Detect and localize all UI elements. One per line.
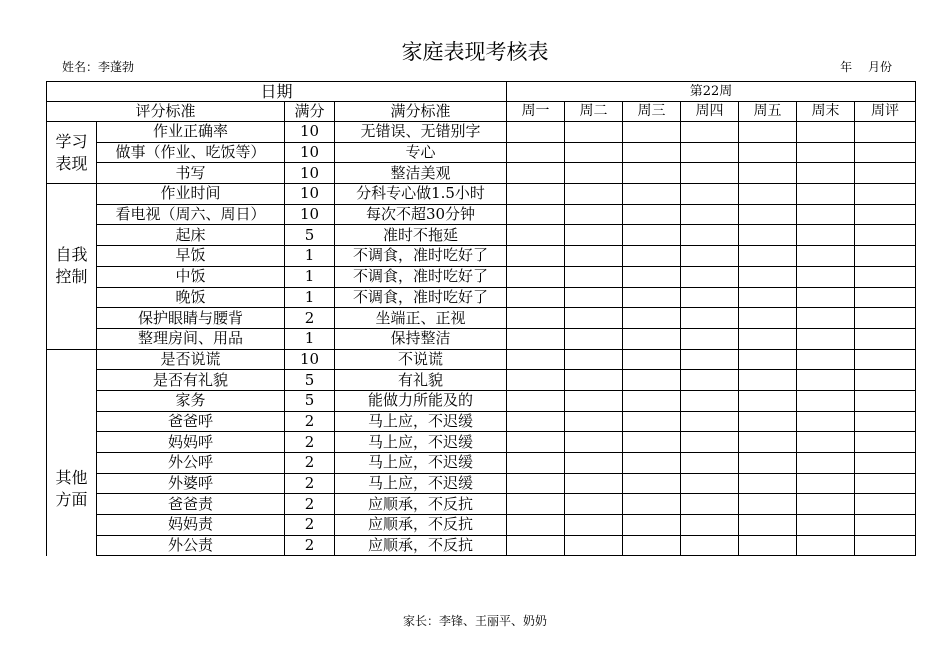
full-score: 5 [285,225,335,246]
score-cell[interactable] [565,204,623,225]
score-cell[interactable] [797,142,855,163]
criteria-item: 书写 [97,163,285,184]
full-score: 2 [285,515,335,536]
score-cell[interactable] [623,204,681,225]
score-cell[interactable] [507,308,565,329]
score-cell[interactable] [739,370,797,391]
score-cell[interactable] [565,266,623,287]
category-label: 其他 方面 [47,349,97,556]
table-row [47,515,916,536]
score-cell[interactable] [739,225,797,246]
score-cell[interactable] [797,204,855,225]
score-cell[interactable] [507,494,565,515]
date-header: 日期 [47,82,507,102]
score-cell[interactable] [681,328,739,349]
table-row [47,370,916,391]
score-cell[interactable] [855,453,916,474]
score-cell[interactable] [681,266,739,287]
score-cell[interactable] [681,142,739,163]
score-cell[interactable] [739,328,797,349]
score-cell[interactable] [623,390,681,411]
full-score: 10 [285,349,335,370]
criteria-item: 作业正确率 [97,122,285,143]
criteria-item: 妈妈呼 [97,432,285,453]
score-cell[interactable] [507,184,565,205]
score-cell[interactable] [855,494,916,515]
table-row [47,287,916,308]
day-header: 周四 [681,102,739,122]
score-cell[interactable] [855,163,916,184]
full-score: 1 [285,328,335,349]
table-row [47,411,916,432]
score-standard: 不说谎 [335,349,507,370]
criteria-item: 作业时间 [97,184,285,205]
score-cell[interactable] [739,184,797,205]
score-cell[interactable] [855,515,916,536]
table-row [47,432,916,453]
score-cell[interactable] [565,370,623,391]
student-name: 姓名：李蓬勃 [62,60,135,74]
score-cell[interactable] [623,163,681,184]
score-cell[interactable] [681,122,739,143]
score-cell[interactable] [507,287,565,308]
score-cell[interactable] [507,515,565,536]
score-cell[interactable] [681,535,739,556]
score-cell[interactable] [507,225,565,246]
score-standard: 马上应，不迟缓 [335,411,507,432]
month-label: 年 月份 [840,60,892,74]
category-label: 自我 控制 [47,184,97,350]
full-score: 10 [285,122,335,143]
score-cell[interactable] [797,349,855,370]
score-cell[interactable] [565,225,623,246]
score-cell[interactable] [739,349,797,370]
score-cell[interactable] [623,473,681,494]
score-cell[interactable] [797,225,855,246]
score-cell[interactable] [739,473,797,494]
score-cell[interactable] [855,246,916,267]
score-cell[interactable] [855,266,916,287]
score-cell[interactable] [797,411,855,432]
day-header: 周二 [565,102,623,122]
full-score: 10 [285,184,335,205]
score-cell[interactable] [623,225,681,246]
score-cell[interactable] [507,204,565,225]
criteria-item: 爸爸责 [97,494,285,515]
score-standard: 马上应，不迟缓 [335,453,507,474]
table-row [47,308,916,329]
score-cell[interactable] [565,142,623,163]
criteria-item: 做事（作业、吃饭等） [97,142,285,163]
day-header: 周三 [623,102,681,122]
score-cell[interactable] [565,163,623,184]
score-cell[interactable] [623,308,681,329]
score-cell[interactable] [739,411,797,432]
table-row [47,494,916,515]
score-cell[interactable] [855,535,916,556]
full-score: 10 [285,142,335,163]
score-cell[interactable] [565,184,623,205]
score-cell[interactable] [739,494,797,515]
full-score: 1 [285,266,335,287]
score-cell[interactable] [739,515,797,536]
score-cell[interactable] [623,453,681,474]
score-cell[interactable] [507,390,565,411]
score-cell[interactable] [623,494,681,515]
score-cell[interactable] [797,453,855,474]
score-cell[interactable] [855,308,916,329]
score-cell[interactable] [623,411,681,432]
score-cell[interactable] [681,411,739,432]
table-row [47,142,916,163]
day-header: 周五 [739,102,797,122]
score-cell[interactable] [855,390,916,411]
score-cell[interactable] [623,287,681,308]
score-cell[interactable] [623,349,681,370]
score-cell[interactable] [681,494,739,515]
score-cell[interactable] [797,163,855,184]
score-standard: 不调食，准时吃好了 [335,266,507,287]
score-cell[interactable] [507,163,565,184]
criteria-item: 外公呼 [97,453,285,474]
table-row [47,204,916,225]
standard-header: 满分标准 [335,102,507,122]
score-standard: 有礼貌 [335,370,507,391]
score-cell[interactable] [565,122,623,143]
table-row [47,184,916,205]
criteria-item: 保护眼睛与腰背 [97,308,285,329]
score-cell[interactable] [855,328,916,349]
score-cell[interactable] [855,349,916,370]
week-header: 第22周 [507,82,916,102]
criteria-item: 中饭 [97,266,285,287]
full-score: 5 [285,370,335,391]
score-cell[interactable] [507,453,565,474]
score-cell[interactable] [623,122,681,143]
score-standard: 分科专心做1.5小时 [335,184,507,205]
full-score: 5 [285,390,335,411]
criteria-item: 是否说谎 [97,349,285,370]
score-cell[interactable] [739,535,797,556]
criteria-item: 起床 [97,225,285,246]
score-cell[interactable] [681,390,739,411]
table-row [47,246,916,267]
criteria-item: 妈妈责 [97,515,285,536]
score-cell[interactable] [623,535,681,556]
score-cell[interactable] [681,184,739,205]
score-cell[interactable] [797,266,855,287]
score-cell[interactable] [797,370,855,391]
table-row [47,390,916,411]
score-cell[interactable] [855,287,916,308]
score-cell[interactable] [507,122,565,143]
score-cell[interactable] [739,453,797,474]
day-header: 周一 [507,102,565,122]
score-table [46,81,916,556]
score-standard: 每次不超30分钟 [335,204,507,225]
score-standard: 无错误、无错别字 [335,122,507,143]
table-row [47,328,916,349]
table-row [47,349,916,370]
score-cell[interactable] [681,225,739,246]
score-standard: 准时不拖延 [335,225,507,246]
table-row [47,163,916,184]
score-cell[interactable] [739,390,797,411]
score-cell[interactable] [855,411,916,432]
score-standard: 应顺承，不反抗 [335,535,507,556]
score-cell[interactable] [507,370,565,391]
score-cell[interactable] [739,246,797,267]
score-cell[interactable] [565,390,623,411]
full-score: 2 [285,473,335,494]
score-cell[interactable] [565,473,623,494]
score-cell[interactable] [507,535,565,556]
score-cell[interactable] [797,328,855,349]
score-cell[interactable] [681,432,739,453]
score-cell[interactable] [565,515,623,536]
score-cell[interactable] [623,184,681,205]
score-cell[interactable] [797,432,855,453]
score-cell[interactable] [739,432,797,453]
score-cell[interactable] [565,535,623,556]
score-cell[interactable] [855,370,916,391]
table-row [47,266,916,287]
score-cell[interactable] [739,122,797,143]
score-cell[interactable] [855,432,916,453]
score-cell[interactable] [739,308,797,329]
score-cell[interactable] [855,184,916,205]
score-standard: 坐端正、正视 [335,308,507,329]
score-cell[interactable] [797,308,855,329]
full-score: 2 [285,308,335,329]
criteria-item: 晚饭 [97,287,285,308]
table-row [47,473,916,494]
score-cell[interactable] [681,473,739,494]
criteria-item: 外公责 [97,535,285,556]
score-standard: 马上应，不迟缓 [335,432,507,453]
score-cell[interactable] [681,246,739,267]
score-cell[interactable] [797,473,855,494]
score-cell[interactable] [797,287,855,308]
score-cell[interactable] [623,370,681,391]
score-cell[interactable] [623,328,681,349]
score-cell[interactable] [623,432,681,453]
score-cell[interactable] [623,246,681,267]
score-cell[interactable] [623,515,681,536]
day-header: 周末 [797,102,855,122]
score-standard: 专心 [335,142,507,163]
score-cell[interactable] [507,328,565,349]
score-cell[interactable] [739,287,797,308]
score-cell[interactable] [855,122,916,143]
criteria-item: 看电视（周六、周日） [97,204,285,225]
score-standard: 整洁美观 [335,163,507,184]
score-cell[interactable] [623,266,681,287]
parents-signature: 家长：李锋、王丽平、奶奶 [402,614,547,628]
score-standard: 能做力所能及的 [335,390,507,411]
score-cell[interactable] [507,473,565,494]
score-cell[interactable] [507,432,565,453]
criteria-item: 整理房间、用品 [97,328,285,349]
score-cell[interactable] [681,204,739,225]
score-cell[interactable] [797,246,855,267]
full-score: 2 [285,432,335,453]
score-cell[interactable] [507,142,565,163]
full-score: 2 [285,535,335,556]
score-cell[interactable] [855,204,916,225]
criteria-item: 早饭 [97,246,285,267]
criteria-item: 是否有礼貌 [97,370,285,391]
score-cell[interactable] [681,163,739,184]
criteria-header: 评分标准 [47,102,285,122]
full-score: 2 [285,494,335,515]
score-cell[interactable] [681,515,739,536]
score-cell[interactable] [797,515,855,536]
page-title: 家庭表现考核表 [401,40,549,64]
score-cell[interactable] [565,246,623,267]
full-score: 2 [285,453,335,474]
table-row [47,535,916,556]
score-cell[interactable] [797,122,855,143]
score-cell[interactable] [797,390,855,411]
score-cell[interactable] [681,370,739,391]
score-cell[interactable] [565,411,623,432]
score-cell[interactable] [681,453,739,474]
full-score: 1 [285,287,335,308]
score-cell[interactable] [681,287,739,308]
score-cell[interactable] [739,163,797,184]
criteria-item: 家务 [97,390,285,411]
full-score: 1 [285,246,335,267]
score-cell[interactable] [565,349,623,370]
score-cell[interactable] [797,494,855,515]
table-row [47,453,916,474]
score-cell[interactable] [565,494,623,515]
score-cell[interactable] [797,184,855,205]
score-cell[interactable] [507,411,565,432]
score-standard: 保持整洁 [335,328,507,349]
score-cell[interactable] [565,328,623,349]
score-cell[interactable] [681,349,739,370]
table-row [47,225,916,246]
score-cell[interactable] [565,432,623,453]
score-standard: 应顺承，不反抗 [335,494,507,515]
score-cell[interactable] [855,225,916,246]
score-standard: 马上应，不迟缓 [335,473,507,494]
category-label: 学习 表现 [47,122,97,184]
score-cell[interactable] [797,535,855,556]
score-cell[interactable] [565,287,623,308]
score-cell[interactable] [623,142,681,163]
score-cell[interactable] [565,453,623,474]
score-standard: 不调食，准时吃好了 [335,246,507,267]
score-standard: 不调食，准时吃好了 [335,287,507,308]
score-header: 满分 [285,102,335,122]
score-cell[interactable] [739,266,797,287]
full-score: 10 [285,204,335,225]
score-cell[interactable] [855,473,916,494]
day-header: 周评 [855,102,916,122]
score-cell[interactable] [739,204,797,225]
full-score: 10 [285,163,335,184]
score-cell[interactable] [507,349,565,370]
score-cell[interactable] [507,246,565,267]
table-row [47,122,916,143]
score-cell[interactable] [855,142,916,163]
full-score: 2 [285,411,335,432]
score-standard: 应顺承，不反抗 [335,515,507,536]
score-cell[interactable] [681,308,739,329]
criteria-item: 爸爸呼 [97,411,285,432]
score-cell[interactable] [739,142,797,163]
score-cell[interactable] [507,266,565,287]
score-cell[interactable] [565,308,623,329]
criteria-item: 外婆呼 [97,473,285,494]
